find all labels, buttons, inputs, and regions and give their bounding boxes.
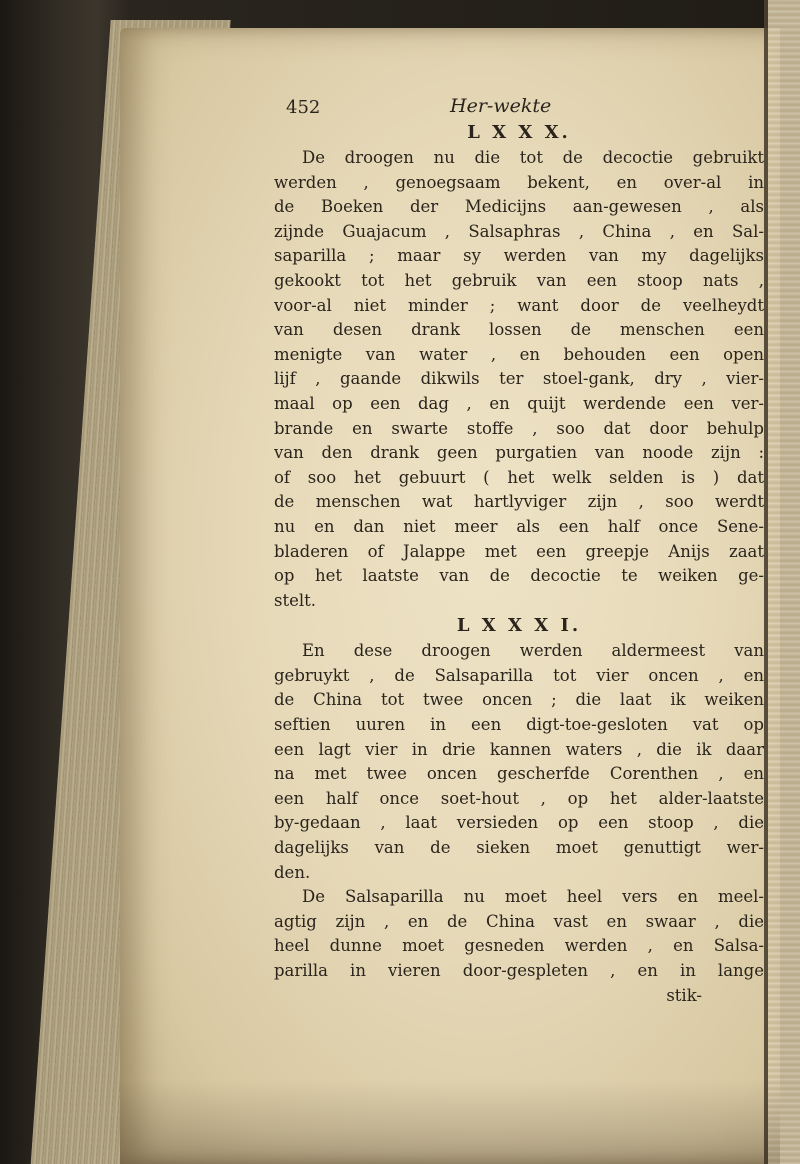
- running-title: Her-wekte: [450, 95, 552, 117]
- section-paragraph: [274, 146, 764, 613]
- section-heading: L X X X I.: [456, 615, 582, 637]
- right-page-edges: [764, 0, 800, 1164]
- text-line: En dese droogen werden aldermeest van: [302, 641, 764, 661]
- text-line: van desen drank lossen de menschen een: [274, 320, 764, 340]
- text-line: brande en swarte stoffe , soo dat door behulp: [274, 418, 764, 438]
- running-head: [274, 94, 764, 120]
- text-line: maal op een dag , en quijt werdende een ver-: [274, 393, 764, 413]
- text-line: saparilla ; maar sy werden van my dagelijks: [274, 246, 764, 266]
- text-line: agtig zijn , en de China vast en swaar , die: [274, 911, 764, 931]
- text-line: heel dunne moet gesneden werden , en Salsa-: [274, 936, 764, 956]
- text-line: nu en dan niet meer als een half once Sene-: [274, 516, 764, 536]
- text-line: zijnde Guajacum , Salsaphras , China , en Sal-: [274, 221, 764, 241]
- page-shadow: [120, 1080, 780, 1164]
- text-line: een lagt vier in drie kannen waters , die ik daar: [274, 739, 764, 759]
- text-line: een half once soet-hout , op het alder-laatste: [274, 788, 764, 808]
- text-line: gebruykt , de Salsaparilla tot vier oncen , en: [274, 665, 764, 685]
- text-line: voor-al niet minder ; want door de veelheydt: [274, 295, 764, 315]
- text-line: menigte van water , en behouden een open: [274, 344, 764, 364]
- text-line: bladeren of Jalappe met een greepje Anijs zaat: [274, 541, 764, 561]
- text-line: de Boeken der Medicijns aan-gewesen , als: [274, 197, 764, 217]
- text-line: dagelijks van de sieken moet genuttigt wer-: [274, 838, 764, 858]
- catchword: stik-: [666, 985, 702, 1005]
- text-line: by-gedaan , laat versieden op een stoop , die: [274, 813, 764, 833]
- page-text: [274, 94, 764, 1008]
- section-heading: L X X X.: [467, 122, 571, 143]
- text-line: seftien uuren in een digt-toe-gesloten vat op: [274, 715, 764, 735]
- section-paragraph: [274, 639, 764, 885]
- text-line: werden , genoegsaam bekent, en over-al in: [274, 172, 764, 192]
- text-line: de China tot twee oncen ; die laat ik weiken: [274, 690, 764, 710]
- text-line: gekookt tot het gebruik van een stoop nats ,: [274, 270, 764, 290]
- text-line: op het laatste van de decoctie te weiken ge-: [274, 566, 764, 586]
- text-line: De droogen nu die tot de decoctie gebruikt: [302, 148, 764, 167]
- text-line: parilla in vieren door-gespleten , en in lange: [274, 961, 764, 980]
- text-line: stelt.: [274, 590, 317, 610]
- page-number: 452: [286, 97, 321, 118]
- text-line: van den drank geen purgatien van noode zijn :: [274, 443, 764, 463]
- text-line: de menschen wat hartlyviger zijn , soo werdt: [274, 492, 764, 512]
- section-paragraph: [274, 885, 764, 983]
- text-line: De Salsaparilla nu moet heel vers en meel-: [302, 887, 764, 907]
- text-line: na met twee oncen gescherfde Corenthen , en: [274, 764, 764, 784]
- text-line: of soo het gebuurt ( het welk selden is ) dat: [274, 467, 764, 487]
- text-line: den.: [274, 862, 311, 882]
- text-line: lijf , gaande dikwils ter stoel-gank, dry , vier-: [274, 369, 764, 389]
